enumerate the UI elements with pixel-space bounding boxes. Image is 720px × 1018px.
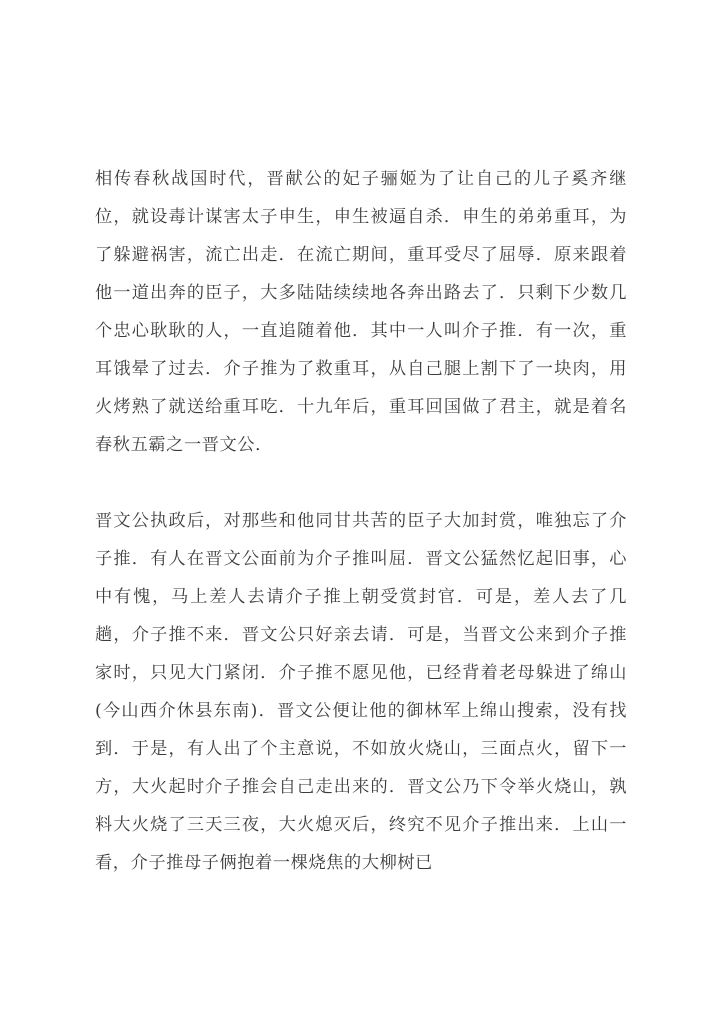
paragraph-1: 相传春秋战国时代，晋献公的妃子骊姬为了让自己的儿子奚齐继位，就设毒计谋害太子申生，申生被逼自杀．申生的弟弟重耳，为了躲避祸害，流亡出走．在流亡期间，重耳受尽了屈辱．原来跟着他一道出奔的臣子，大多陆陆续续地各奔出路去了．只剩下少数几个忠心耿耿的人，一直追随着他．其中一人叫介子推．有一次，重耳饿晕了过去．介子推为了救重耳，从自己腿上割下了一块肉，用火烤熟了就送给重耳吃．十九年后，重耳回国做了君主，就是着名春秋五霸之一晋文公． [95, 169, 627, 455]
document-text-body [95, 160, 627, 882]
paragraph-2: 晋文公执政后，对那些和他同甘共苦的臣子大加封赏，唯独忘了介子推．有人在晋文公面前为介子推叫屈．晋文公猛然忆起旧事，心中有愧，马上差人去请介子推上朝受赏封官．可是，差人去了几趟，介子推不来．晋文公只好亲去请．可是，当晋文公来到介子推家时，只见大门紧闭．介子推不愿见他，已经背着老母躲进了绵山(今山西介休县东南)．晋文公便让他的御林军上绵山搜索，没有找到．于是，有人出了个主意说，不如放火烧山，三面点火，留下一方，大火起时介子推会自己走出来的．晋文公乃下令举火烧山，孰料大火烧了三天三夜，大火熄灭后，终究不见介子推出来．上山一看，介子推母子俩抱着一棵烧焦的大柳树已 [95, 511, 627, 873]
